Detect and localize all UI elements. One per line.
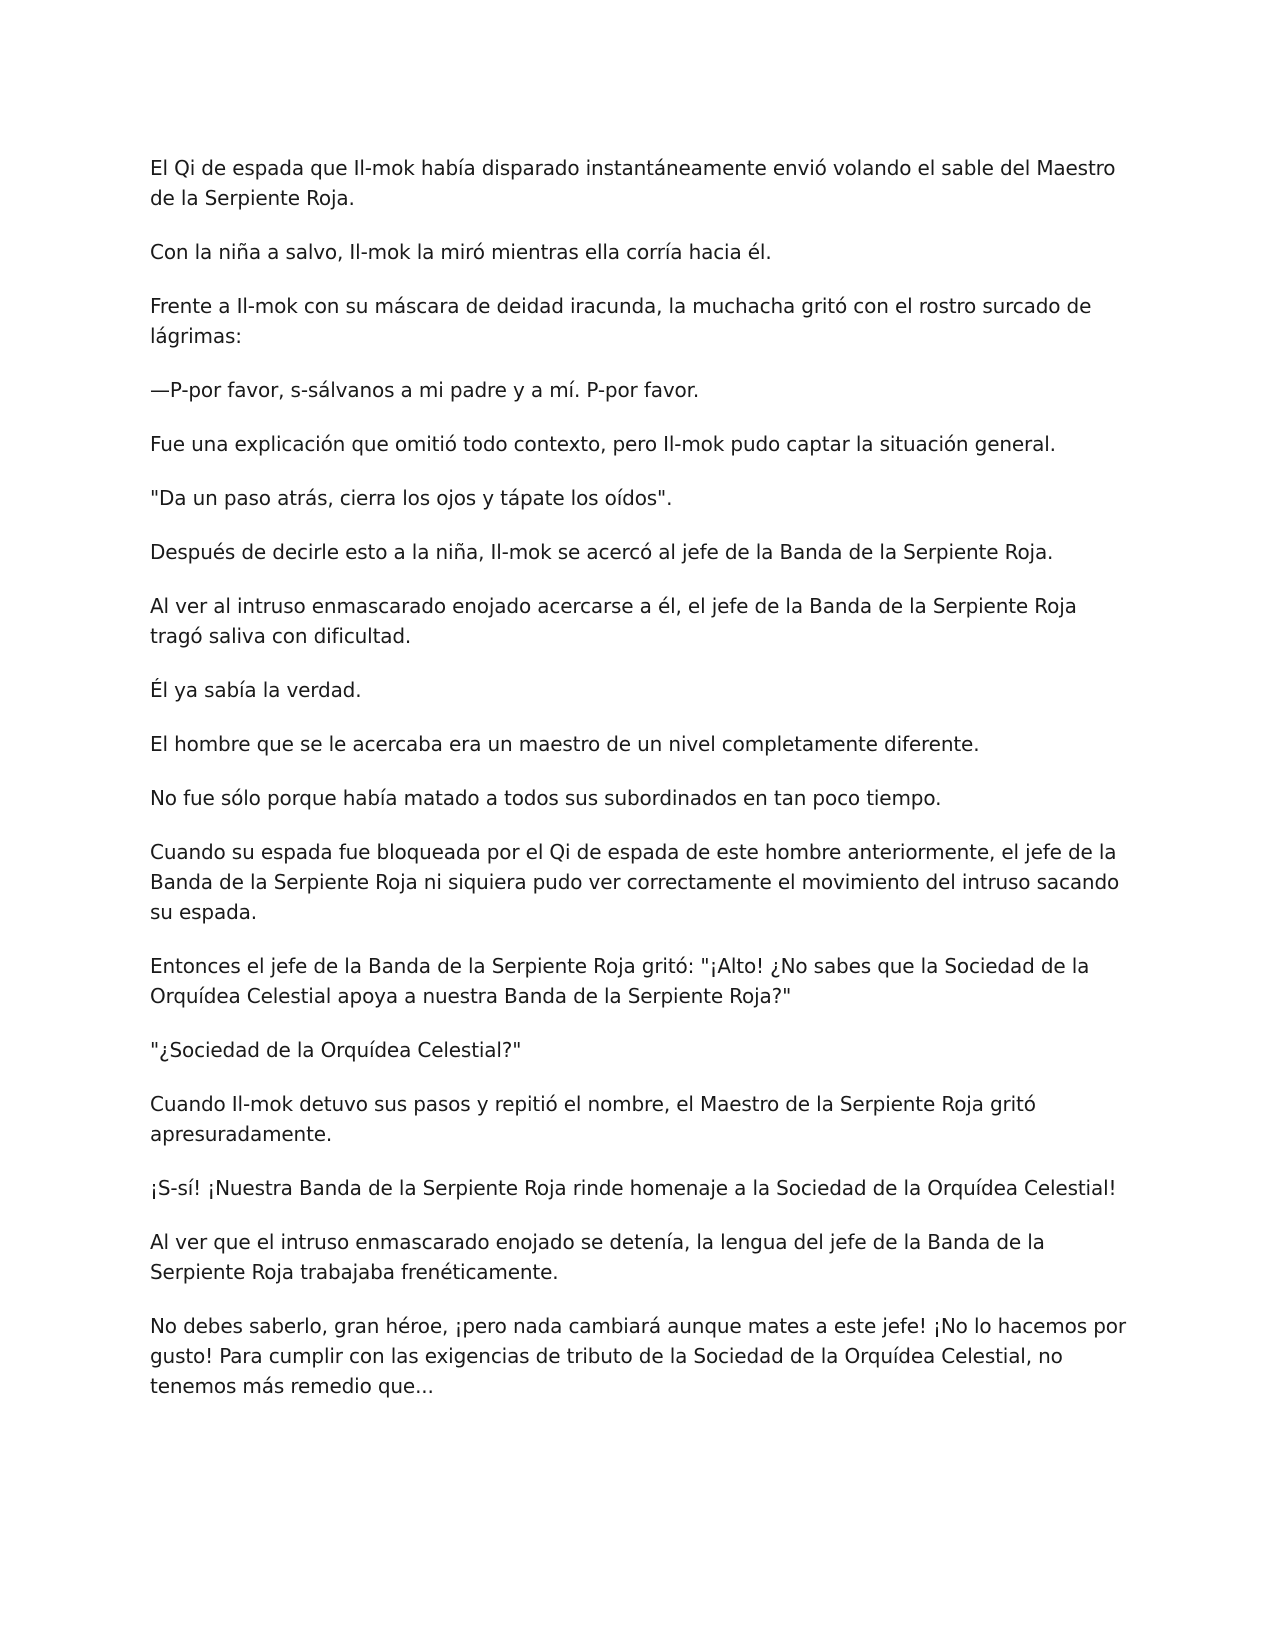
paragraph: ¡S-sí! ¡Nuestra Banda de la Serpiente Roja rinde homenaje a la Sociedad de la Orquídea Celestial!	[150, 1176, 1117, 1200]
paragraph: Al ver que el intruso enmascarado enojado se detenía, la lengua del jefe de la Banda de la Serpiente Roja trabajaba frenéticamente.	[150, 1230, 1045, 1284]
paragraph: Después de decirle esto a la niña, Il-mok se acercó al jefe de la Banda de la Serpiente Roja.	[150, 540, 1054, 564]
paragraph: Entonces el jefe de la Banda de la Serpiente Roja gritó: "¡Alto! ¿No sabes que la Sociedad de la Orquídea Celestial apoya a nuestra Banda de la Serpiente Roja?"	[150, 954, 1090, 1008]
paragraph: El Qi de espada que Il-mok había disparado instantáneamente envió volando el sable del Maestro de la Serpiente Roja.	[150, 156, 1116, 210]
paragraph: Él ya sabía la verdad.	[150, 678, 362, 702]
paragraph: Cuando su espada fue bloqueada por el Qi de espada de este hombre anteriormente, el jefe de la Banda de la Serpiente Roja ni siquiera pudo ver correctamente el movimiento del intruso sacando su espada.	[150, 840, 1120, 924]
paragraph: El hombre que se le acercaba era un maestro de un nivel completamente diferente.	[150, 732, 980, 756]
paragraph: Cuando Il-mok detuvo sus pasos y repitió el nombre, el Maestro de la Serpiente Roja gritó apresuradamente.	[150, 1092, 1036, 1146]
paragraph: "¿Sociedad de la Orquídea Celestial?"	[150, 1038, 522, 1062]
paragraph: No fue sólo porque había matado a todos sus subordinados en tan poco tiempo.	[150, 786, 942, 810]
paragraph: —P-por favor, s-sálvanos a mi padre y a mí. P-por favor.	[150, 378, 700, 402]
paragraph: Con la niña a salvo, Il-mok la miró mientras ella corría hacia él.	[150, 240, 772, 264]
paragraph: Fue una explicación que omitió todo contexto, pero Il-mok pudo captar la situación general.	[150, 432, 1056, 456]
document-body	[150, 153, 1130, 1425]
paragraph: "Da un paso atrás, cierra los ojos y tápate los oídos".	[150, 486, 673, 510]
paragraph: No debes saberlo, gran héroe, ¡pero nada cambiará aunque mates a este jefe! ¡No lo hacemos por gusto! Para cumplir con las exigencias de tributo de la Sociedad de la Orquídea Celestial, no tenemos más remedio que...	[150, 1314, 1126, 1398]
paragraph: Al ver al intruso enmascarado enojado acercarse a él, el jefe de la Banda de la Serpiente Roja tragó saliva con dificultad.	[150, 594, 1077, 648]
paragraph: Frente a Il-mok con su máscara de deidad iracunda, la muchacha gritó con el rostro surcado de lágrimas:	[150, 294, 1092, 348]
